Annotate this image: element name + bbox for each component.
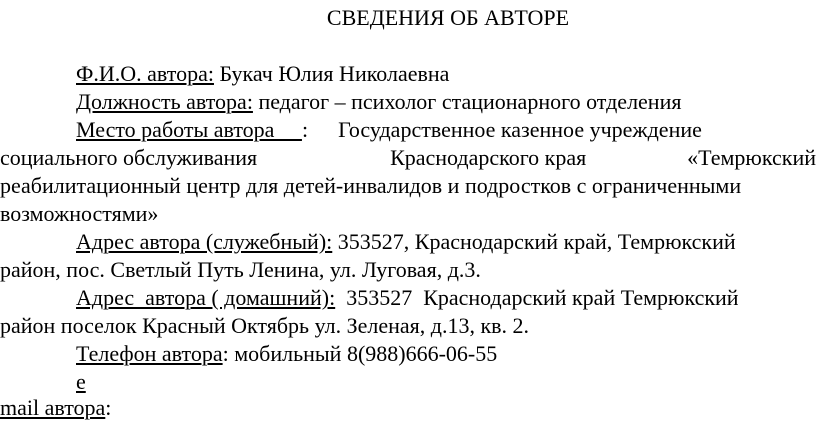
home-address-line1: 353527 Краснодарский край Темрюкский	[335, 285, 739, 310]
fio-line	[76, 60, 449, 88]
fio-label: Ф.И.О. автора:	[76, 61, 214, 86]
position-line	[76, 88, 681, 116]
email-label-a: е	[76, 369, 86, 394]
email-line-1	[76, 368, 86, 396]
home-address-line-1	[76, 284, 739, 312]
position-label: Должность автора:	[76, 89, 253, 114]
position-value: педагог – психолог стационарного отделения	[252, 89, 682, 114]
email-label-b: mail автора	[0, 395, 106, 420]
email-line-2	[0, 394, 111, 422]
workplace-line1: Государственное казенное учреждение	[338, 117, 702, 142]
phone-label: Телефон автора	[76, 341, 223, 366]
phone-value: : мобильный 8(988)666-06-55	[222, 341, 498, 366]
workplace-label: Место работы автора	[76, 117, 302, 142]
fio-value: Букач Юлия Николаевна	[213, 61, 450, 86]
workplace-line-2	[0, 144, 816, 172]
workplace-colon: :	[301, 117, 309, 142]
work-address-line-1	[76, 228, 736, 256]
workplace-line-4: возможностями»	[0, 201, 159, 226]
home-address-line-2: район поселок Красный Октябрь ул. Зеленая, д.13, кв. 2.	[0, 313, 530, 338]
work-address-line1: 353527, Краснодарский край, Темрюкский	[332, 229, 736, 254]
workplace-line2-c: «Темрюкский	[687, 145, 816, 170]
phone-line	[76, 340, 497, 368]
email-colon: :	[105, 395, 112, 420]
workplace-line2-a: социального обслуживания	[0, 145, 258, 170]
workplace-line-3: реабилитационный центр для детей-инвалидов и подростков с ограниченными	[0, 173, 742, 198]
home-address-label: Адрес автора ( домашний):	[76, 285, 336, 310]
document-title: СВЕДЕНИЯ ОБ АВТОРЕ	[326, 5, 570, 30]
workplace-line2-b: Краснодарского края	[390, 145, 587, 170]
workplace-line-1	[76, 116, 702, 144]
work-address-line-2: район, пос. Светлый Путь Ленина, ул. Луговая, д.3.	[0, 257, 481, 282]
work-address-label: Адрес автора (служебный):	[76, 229, 333, 254]
